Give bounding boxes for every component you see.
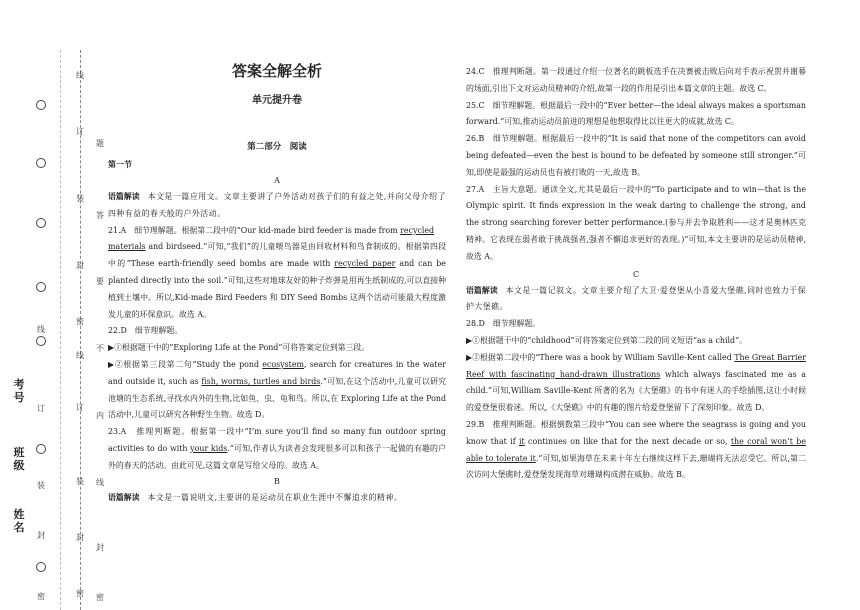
underlined-text: your kids — [190, 443, 228, 453]
margin-char-outer: 封 — [96, 543, 104, 552]
answer-29 — [466, 417, 806, 484]
answer-text: 23.A 推理判断题。根据第一段中“I’m sure you’ll find so many fun outdoor spring activities to do with — [108, 427, 446, 453]
underlined-text: ecosystem — [262, 359, 304, 369]
left-column — [108, 60, 446, 506]
answer-22: 22.D 细节理解题。 — [108, 326, 183, 336]
margin-char: 封 — [76, 261, 84, 270]
margin-char-outer: 题 — [96, 139, 104, 148]
part-heading: 第二部分 阅读 — [247, 142, 307, 152]
answer-28-step2 — [466, 350, 806, 417]
answer-21 — [108, 223, 446, 324]
answer-24: 24.C 推理判断题。第一段通过介绍一位著名的跳板选手在决赛被击败后向对手表示祝贺并谢幕的场面,引出下文对运动员精神的介绍,故第一段的作用是引出本篇文章的主题。故选 C。 — [466, 67, 806, 93]
margin-char: 封 — [76, 533, 84, 542]
margin-char: 密 — [76, 317, 84, 326]
intro-label: 语篇解读 — [108, 192, 140, 201]
passage-a-intro — [108, 189, 446, 223]
answer-text: which always fascinated me as a child.”可知,William Saville-Kent 所著的名为《大堡礁》的书中有迷人的手绘插图,这让小时候的爱登堡很着迷。所以,《大堡礁》中的有趣的图片给爱登堡留下了深刻印象。故选 D。 — [466, 369, 807, 413]
margin-char-outer: 答 — [96, 211, 104, 220]
margin-char-outer: 密 — [96, 593, 104, 602]
right-column — [466, 64, 806, 484]
answer-text: continues on like that for the next decade or so, — [524, 436, 731, 446]
underlined-text: it — [518, 436, 525, 446]
margin-char-outer: 要 — [96, 277, 104, 286]
class-label: 班级 — [13, 446, 25, 472]
binding-hole — [36, 562, 46, 572]
passage-b-intro — [108, 490, 446, 507]
intro-text: 本文是一篇记叙文。文章主要介绍了大卫·爱登堡从小喜爱大堡礁,同时也致力于保护大堡礁。 — [466, 285, 806, 312]
margin-char-left: 线 — [37, 325, 45, 334]
margin-char: 订 — [76, 403, 84, 412]
underlined-text: fish, worms, turtles and birds — [201, 376, 321, 386]
answer-text: 21.A 细节理解题。根据第二段中的“Our kid-made bird feeder is made from — [108, 225, 401, 235]
intro-text: 本文是一篇应用文。文章主要讲了户外活动对孩子们的有益之处,并向父母介绍了四种有益的春天般的户外活动。 — [108, 192, 446, 218]
binding-hole — [36, 282, 46, 292]
name-label: 姓名 — [13, 508, 25, 534]
margin-char-left: 封 — [37, 531, 45, 540]
answer-text: .”可知,作者认为读者会发现很多可以和孩子一起做的有趣的户外的春天的活动。由此可见,这篇文章是写给父母的。故选 A。 — [108, 443, 447, 470]
intro-text: 本文是一篇说明文,主要讲的是运动员在职业生涯中不懈追求的精神。 — [147, 492, 403, 502]
margin-char-outer: 不 — [96, 344, 104, 353]
intro-label: 语篇解读 — [108, 492, 140, 502]
answer-22-step1: ▶①根据题干中的“Exploring Life at the Pond”可将答案定位到第三段。 — [108, 343, 370, 353]
page-subtitle: 单元提升卷 — [252, 95, 302, 106]
answer-28-step1: ▶①根据题干中的“childhood”可将答案定位到第二段的同义短语“as a child”。 — [466, 335, 747, 345]
passage-letter-a: A — [274, 176, 280, 185]
answer-text: ▶②根据第二段中的“There was a book by William Saville-Kent called — [466, 352, 735, 362]
margin-char: 订 — [76, 127, 84, 136]
seal-line-outer — [60, 50, 61, 610]
answer-23 — [108, 424, 446, 474]
exam-number-label: 考号 — [13, 378, 25, 404]
binding-hole — [36, 444, 46, 454]
margin-char-outer: 内 — [96, 411, 104, 420]
margin-char: 装 — [76, 194, 84, 203]
margin-char-left: 装 — [37, 481, 45, 490]
margin-char-left: 密 — [37, 592, 45, 601]
intro-label: 语篇解读 — [466, 285, 498, 295]
answer-27: 27.A 主旨大意题。通读全文,尤其是最后一段中的“To participate and to win—that is the Olympic spirit. It finds expression in the weak daring to challenge the strong, and the strong searching forever better performance.(参与并去争取胜利——这才是奥林匹克精神。它表现在弱者敢于挑战强者,强者不懈追求更好的表现。)”可知,本文主要讲的是运动员精神,故选 A。 — [466, 184, 806, 261]
answer-text: 29.B 推理判断题。根据倒数第三段中“You can see where the seagrass is going and you know that if — [466, 419, 806, 446]
underlined-text: recycled paper — [334, 259, 396, 269]
answer-text: and birdseed.”可知,“我们”的儿童喂鸟器是由回收材料和鸟食制成的。根据第四段中的“These earth-friendly seed bombs are made with — [108, 242, 446, 269]
margin-char-outer: 线 — [96, 478, 104, 487]
answer-26: 26.B 细节理解题。根据最后一段中的“It is said that none of the competitors can avoid being defeated—even the best is bound to be defeated by someone still stronger.”可知,即使是最强的运动员也有被打败的一天,故选 B。 — [466, 134, 806, 177]
answer-text: , search for creatures in the water and outside it, such as — [108, 359, 446, 386]
margin-char: 装 — [76, 477, 84, 486]
page-title: 答案全解全析 — [231, 62, 322, 80]
underlined-text: recycled — [400, 225, 435, 235]
passage-letter-c: C — [632, 269, 640, 279]
binding-margin — [0, 0, 104, 608]
binding-hole — [36, 158, 46, 168]
margin-char: 线 — [76, 351, 84, 360]
answer-25: 25.C 细节理解题。根据最后一段中的“Ever better—the ideal always makes a sportsman forward.”可知,推动运动员前进的理想是他想取得比以往更大的成就,故选 C。 — [466, 100, 806, 127]
answer-text: .”可知,如果海草在未来十年左右继续这样下去,珊瑚将无法忍受它。所以,第二次访问大堡礁时,爱登堡发现海草对珊瑚构成潜在威胁。故选 B。 — [466, 453, 806, 480]
binding-hole — [36, 100, 46, 110]
passage-letter-b: B — [274, 476, 280, 486]
passage-c-intro — [466, 283, 806, 317]
answer-text: .”可知,在这个活动中,儿童可以研究池塘的生态系统,寻找水内外的生物,比如鱼、虫、龟和鸟。所以,在 Exploring Life at the Pond 活动中,儿童可以研究各种野生生物。故选 D。 — [108, 376, 447, 420]
underlined-text: The Great Barrier Reef with fascinating hand-drawn illustrations — [466, 352, 806, 379]
binding-hole — [36, 218, 46, 228]
answer-22-step2 — [108, 357, 446, 424]
margin-char: 密 — [76, 589, 84, 598]
answer-text: ▶②根据第三段第二句“Study the pond — [108, 359, 263, 369]
binding-hole — [36, 336, 46, 346]
margin-char: 线 — [76, 71, 84, 80]
section-heading: 第一节 — [108, 159, 132, 169]
answer-text: and can be planted directly into the soil.”可知,这些对地球友好的种子炸弹是用再生纸制成的,可以直接种植到土壤中。所以,Kid-made Bird Feeders 和 DIY Seed Bombs 这两个活动可能最大程度激发儿童的环保意识。故选 A。 — [108, 259, 446, 319]
underlined-text: materials — [108, 242, 146, 252]
margin-char-left: 订 — [37, 404, 45, 413]
answer-28: 28.D 细节理解题。 — [466, 319, 541, 329]
underlined-text: the coral won’t be able to tolerate it — [466, 436, 807, 463]
